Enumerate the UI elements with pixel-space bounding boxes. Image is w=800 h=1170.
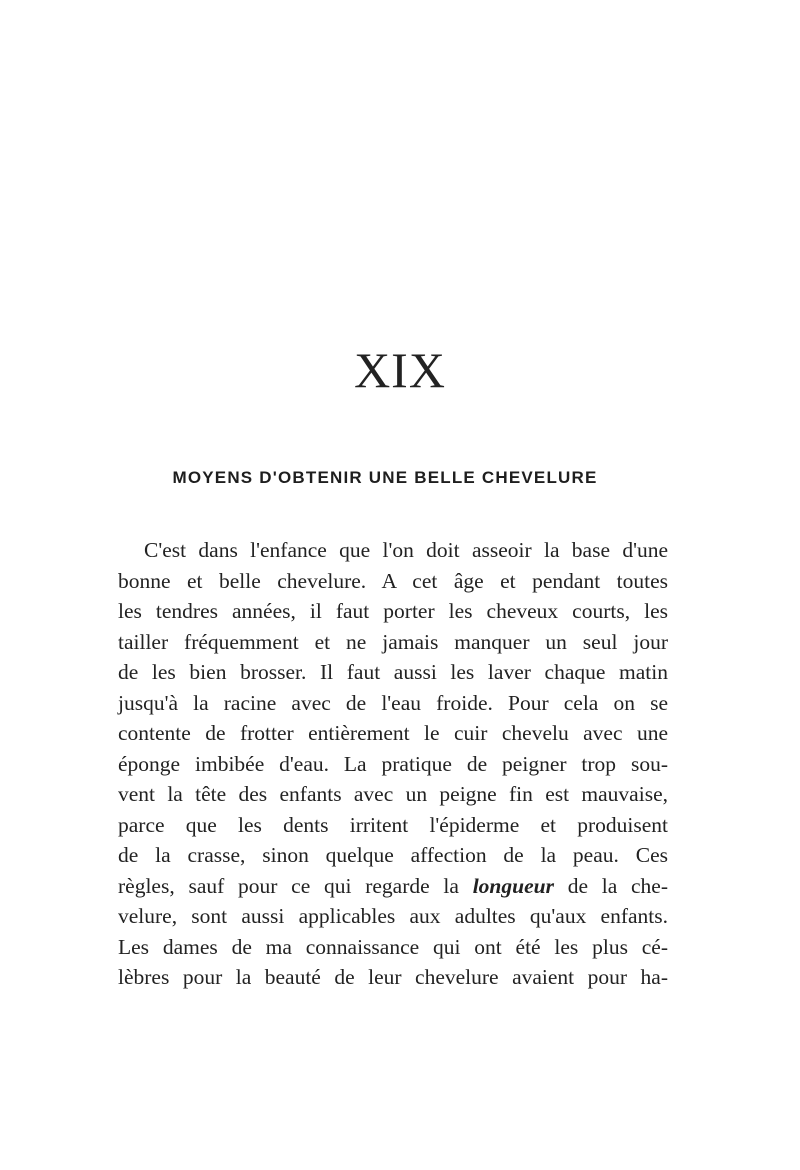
paragraph-line: jusqu'à la racine avec de l'eau froide. Pour cela on se xyxy=(118,690,668,715)
paragraph-line: les tendres années, il faut porter les cheveux courts, les xyxy=(118,599,668,623)
paragraph-line: de la crasse, sinon quelque affection de la peau. Ces xyxy=(118,843,668,867)
chapter-paragraph xyxy=(118,535,668,993)
paragraph-line: parce que les dents irritent l'épiderme et produisent xyxy=(118,812,668,837)
paragraph-line: velure, sont aussi applicables aux adultes qu'aux enfants. xyxy=(118,904,668,928)
paragraph-line: de les bien brosser. Il faut aussi les laver chaque matin xyxy=(118,660,668,684)
paragraph-line: lèbres pour la beauté de leur chevelure avaient pour ha- xyxy=(118,965,668,989)
paragraph-line: contente de frotter entièrement le cuir chevelu avec une xyxy=(118,721,668,745)
paragraph-line: éponge imbibée d'eau. La pratique de peigner trop sou- xyxy=(118,751,668,776)
paragraph-line: bonne et belle chevelure. A cet âge et pendant toutes xyxy=(118,568,668,593)
emphasized-word: longueur xyxy=(472,873,554,898)
paragraph-line: tailler fréquemment et ne jamais manquer un seul jour xyxy=(118,629,668,654)
chapter-title: MOYENS D'OBTENIR UNE BELLE CHEVELURE xyxy=(172,468,598,487)
paragraph-line: Les dames de ma connaissance qui ont été les plus cé- xyxy=(118,934,668,959)
chapter-number: XIX xyxy=(354,342,446,398)
line-text-after: de la che- xyxy=(567,873,668,898)
line-text-before: règles, sauf pour ce qui regarde la xyxy=(118,873,459,898)
paragraph-line: C'est dans l'enfance que l'on doit asseoir la base d'une xyxy=(144,538,668,562)
paragraph-line-emphasis xyxy=(118,871,668,902)
paragraph-line: vent la tête des enfants avec un peigne fin est mauvaise, xyxy=(118,782,668,806)
